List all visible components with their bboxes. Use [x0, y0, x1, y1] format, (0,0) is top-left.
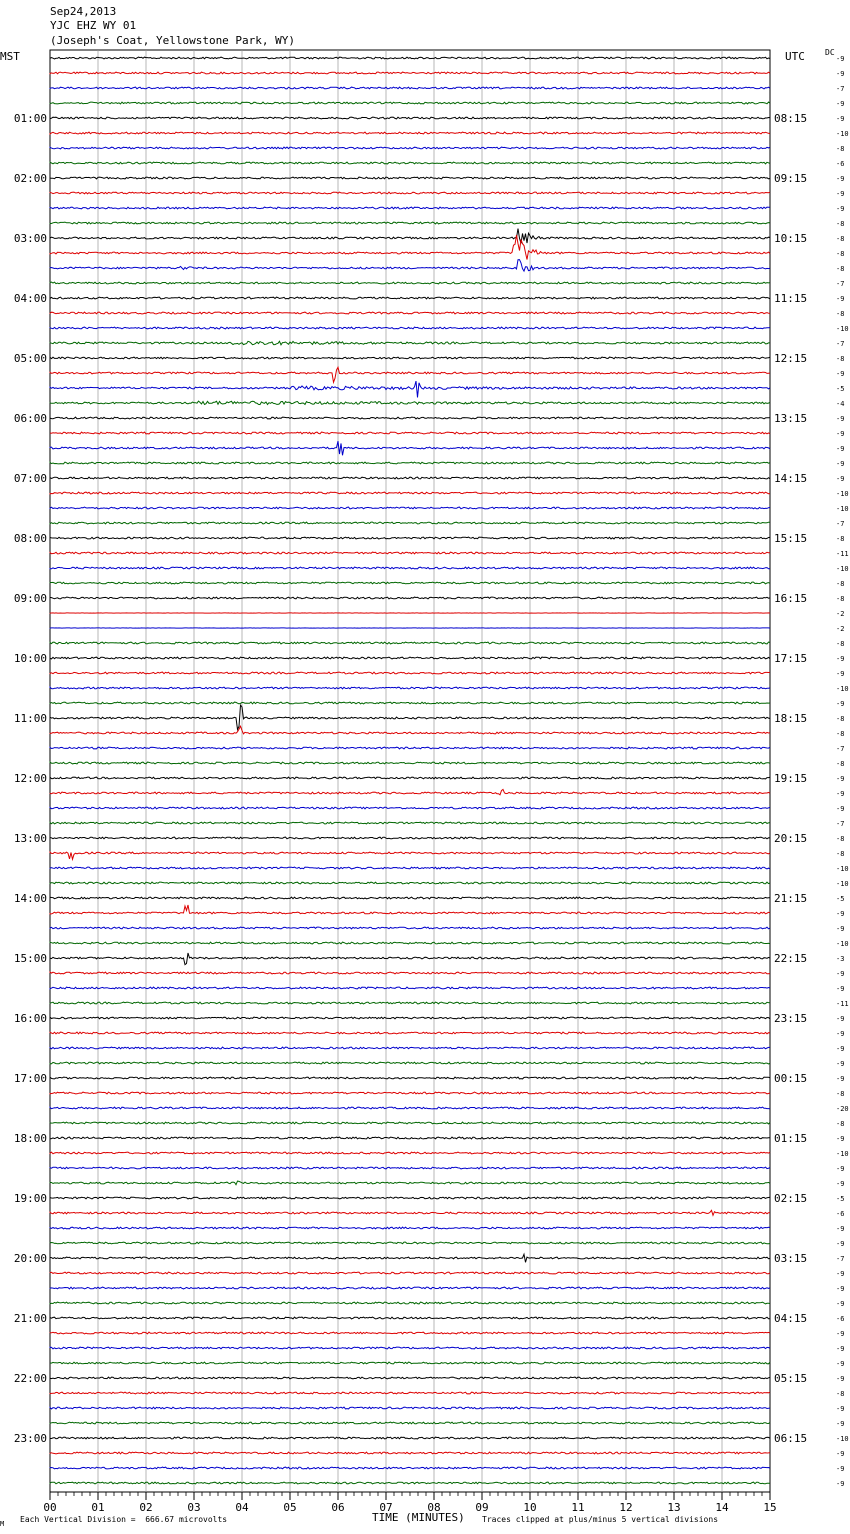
dc-offset-label: -10: [836, 940, 849, 948]
trace-line: [50, 777, 770, 779]
dc-offset-label: -9: [836, 1285, 845, 1293]
dc-offset-label: -9: [836, 430, 845, 438]
x-tick-label: 15: [763, 1501, 777, 1514]
x-tick-label: 02: [139, 1501, 153, 1514]
dc-offset-label: -8: [836, 250, 845, 258]
trace-line: [50, 381, 770, 397]
dc-offset-label: -9: [836, 1015, 845, 1023]
trace-line: [50, 312, 770, 314]
left-hour-label: 08:00: [13, 532, 47, 545]
dc-offset-label: -9: [836, 1480, 845, 1488]
dc-offset-label: -9: [836, 205, 845, 213]
left-hour-label: 07:00: [13, 472, 47, 485]
left-hour-label: 04:00: [13, 292, 47, 305]
dc-offset-label: -9: [836, 1450, 845, 1458]
trace-line: [50, 852, 770, 859]
dc-offset-label: -9: [836, 1030, 845, 1038]
trace-line: [50, 207, 770, 209]
dc-offset-label: -8: [836, 760, 845, 768]
dc-offset-label: -8: [836, 640, 845, 648]
left-hour-label: 18:00: [13, 1132, 47, 1145]
trace-line: [50, 1452, 770, 1454]
left-hour-label: 10:00: [13, 652, 47, 665]
dc-offset-label: -9: [836, 295, 845, 303]
right-hour-label: 03:15: [774, 1252, 808, 1265]
trace-line: [50, 972, 770, 974]
trace-line: [50, 341, 770, 345]
trace-line: [50, 1122, 770, 1124]
trace-line: [50, 132, 770, 134]
dc-offset-label: -9: [836, 1375, 845, 1383]
dc-offset-label: -7: [836, 280, 845, 288]
scale-note: Each Vertical Division = 666.67 microvolts: [20, 1515, 228, 1524]
dc-offset-label: -9: [836, 100, 845, 108]
dc-offset-label: -7: [836, 820, 845, 828]
dc-offset-label: -5: [836, 385, 845, 393]
trace-line: [50, 1227, 770, 1229]
trace-line: [50, 762, 770, 764]
left-hour-label: 22:00: [13, 1372, 47, 1385]
trace-line: [50, 1317, 770, 1319]
trace-line: [50, 1107, 770, 1109]
left-hour-label: 16:00: [13, 1012, 47, 1025]
right-hour-label: 14:15: [774, 472, 808, 485]
dc-offset-label: -10: [836, 865, 849, 873]
trace-line: [50, 1032, 770, 1034]
trace-line: [50, 1181, 770, 1185]
dc-offset-label: -7: [836, 1255, 845, 1263]
dc-offset-label: -10: [836, 685, 849, 693]
dc-offset-label: -8: [836, 1090, 845, 1098]
trace-line: [50, 147, 770, 149]
right-hour-label: 15:15: [774, 532, 808, 545]
dc-offset-label: -9: [836, 1060, 845, 1068]
trace-line: [50, 1047, 770, 1049]
trace-line: [50, 1362, 770, 1364]
plot-date: Sep24,2013: [50, 5, 117, 18]
dc-offset-label: -9: [836, 175, 845, 183]
trace-line: [50, 1482, 770, 1484]
x-axis-title: TIME (MINUTES): [372, 1511, 465, 1524]
dc-offset-label: -8: [836, 220, 845, 228]
right-hour-label: 06:15: [774, 1432, 808, 1445]
dc-offset-label: -6: [836, 1315, 845, 1323]
trace-line: [50, 1002, 770, 1004]
left-hour-label: 20:00: [13, 1252, 47, 1265]
trace-line: [50, 927, 770, 929]
dc-offset-label: -11: [836, 550, 849, 558]
right-hour-label: 17:15: [774, 652, 808, 665]
dc-offset-label: -9: [836, 55, 845, 63]
x-tick-label: 10: [523, 1501, 537, 1514]
dc-offset-label: -9: [836, 1165, 845, 1173]
dc-offset-label: -9: [836, 475, 845, 483]
trace-line: [50, 1062, 770, 1064]
trace-line: [50, 1272, 770, 1274]
trace-line: [50, 1347, 770, 1349]
trace-line: [50, 177, 770, 179]
dc-offset-label: -9: [836, 805, 845, 813]
dc-offset-label: -8: [836, 715, 845, 723]
trace-line: [50, 522, 770, 524]
x-tick-label: 14: [715, 1501, 729, 1514]
trace-line: [50, 567, 770, 569]
right-hour-label: 09:15: [774, 172, 808, 185]
dc-offset-label: -8: [836, 835, 845, 843]
right-hour-label: 21:15: [774, 892, 808, 905]
trace-line: [50, 1392, 770, 1394]
dc-offset-label: -7: [836, 745, 845, 753]
dc-offset-label: -8: [836, 310, 845, 318]
x-tick-label: 01: [91, 1501, 105, 1514]
trace-line: [50, 72, 770, 74]
trace-line: [50, 987, 770, 989]
trace-line: [50, 1210, 770, 1215]
trace-line: [50, 747, 770, 749]
right-hour-label: 08:15: [774, 112, 808, 125]
dc-offset-label: -9: [836, 1045, 845, 1053]
x-tick-label: 09: [475, 1501, 489, 1514]
trace-line: [50, 1017, 770, 1019]
trace-line: [50, 867, 770, 869]
trace-line: [50, 507, 770, 509]
trace-line: [50, 642, 770, 644]
dc-offset-label: -8: [836, 850, 845, 858]
dc-offset-label: -9: [836, 415, 845, 423]
right-hour-label: 20:15: [774, 832, 808, 845]
trace-line: [50, 1167, 770, 1169]
left-hour-label: 05:00: [13, 352, 47, 365]
trace-line: [50, 462, 770, 464]
trace-line: [50, 282, 770, 284]
station-location: (Joseph's Coat, Yellowstone Park, WY): [50, 34, 296, 47]
trace-line: [50, 162, 770, 164]
trace-line: [50, 492, 770, 494]
dc-offset-label: -9: [836, 1240, 845, 1248]
trace-line: [50, 1092, 770, 1094]
dc-offset-label: -9: [836, 1330, 845, 1338]
dc-offset-label: -9: [836, 1420, 845, 1428]
trace-line: [50, 672, 770, 674]
trace-line: [50, 222, 770, 224]
trace-line: [50, 582, 770, 584]
dc-offset-label: -9: [836, 1360, 845, 1368]
trace-line: [50, 537, 770, 539]
right-hour-label: 12:15: [774, 352, 808, 365]
trace-line: [50, 905, 770, 914]
trace-line: [50, 477, 770, 479]
dc-offset-label: -8: [836, 355, 845, 363]
trace-line: [50, 87, 770, 89]
trace-line: [50, 102, 770, 104]
right-hour-label: 13:15: [774, 412, 808, 425]
dc-offset-label: -8: [836, 265, 845, 273]
trace-line: [50, 705, 770, 729]
left-hour-label: 09:00: [13, 592, 47, 605]
dc-offset-label: -9: [836, 70, 845, 78]
trace-line: [50, 1437, 770, 1439]
dc-offset-label: -9: [836, 700, 845, 708]
trace-line: [50, 367, 770, 382]
x-tick-label: 11: [571, 1501, 585, 1514]
dc-offset-label: -9: [836, 670, 845, 678]
right-hour-label: 11:15: [774, 292, 808, 305]
dc-offset-label: -9: [836, 190, 845, 198]
trace-line: [50, 1197, 770, 1199]
right-hour-label: 04:15: [774, 1312, 808, 1325]
x-tick-label: 04: [235, 1501, 249, 1514]
left-hour-label: 01:00: [13, 112, 47, 125]
dc-offset-label: -9: [836, 1300, 845, 1308]
right-hour-label: 16:15: [774, 592, 808, 605]
dc-offset-label: -4: [836, 400, 845, 408]
dc-offset-label: -9: [836, 790, 845, 798]
x-tick-label: 07: [379, 1501, 393, 1514]
trace-line: [50, 1137, 770, 1139]
right-hour-label: 18:15: [774, 712, 808, 725]
plot-frame: [50, 50, 770, 1492]
dc-offset-label: -8: [836, 145, 845, 153]
dc-offset-label: -5: [836, 895, 845, 903]
dc-offset-label: -9: [836, 370, 845, 378]
dc-offset-label: -2: [836, 625, 845, 633]
trace-line: [50, 897, 770, 899]
left-timezone-label: MST: [0, 50, 20, 63]
trace-line: [50, 597, 770, 599]
trace-line: [50, 657, 770, 659]
trace-line: [50, 297, 770, 299]
dc-offset-label: -7: [836, 340, 845, 348]
left-hour-label: 23:00: [13, 1432, 47, 1445]
dc-offset-label: -9: [836, 1225, 845, 1233]
dc-offset-label: -9: [836, 985, 845, 993]
dc-offset-label: -9: [836, 655, 845, 663]
trace-line: [50, 401, 770, 405]
left-hour-label: 12:00: [13, 772, 47, 785]
x-tick-label: 13: [667, 1501, 681, 1514]
x-tick-label: 03: [187, 1501, 201, 1514]
trace-line: [50, 327, 770, 329]
trace-line: [50, 837, 770, 839]
dc-offset-label: -9: [836, 925, 845, 933]
trace-line: [50, 822, 770, 824]
trace-line: [50, 687, 770, 689]
x-tick-label: 05: [283, 1501, 297, 1514]
dc-offset-label: -2: [836, 610, 845, 618]
dc-offset-label: -9: [836, 1180, 845, 1188]
station-id: YJC EHZ WY 01: [50, 19, 137, 32]
left-hour-label: 15:00: [13, 952, 47, 965]
right-hour-label: 22:15: [774, 952, 808, 965]
left-hour-label: 11:00: [13, 712, 47, 725]
corner-mark: M: [0, 1520, 5, 1528]
trace-line: [50, 432, 770, 434]
trace-line: [50, 1467, 770, 1469]
dc-offset-label: -10: [836, 1150, 849, 1158]
trace-line: [50, 552, 770, 554]
dc-offset-label: -9: [836, 1345, 845, 1353]
trace-line: [50, 726, 770, 734]
left-hour-label: 14:00: [13, 892, 47, 905]
dc-offset-label: -20: [836, 1105, 849, 1113]
dc-offset-label: -9: [836, 1465, 845, 1473]
dc-offset-label: -9: [836, 445, 845, 453]
dc-offset-label: -10: [836, 1435, 849, 1443]
left-hour-label: 02:00: [13, 172, 47, 185]
trace-line: [50, 192, 770, 194]
trace-line: [50, 789, 770, 794]
dc-offset-label: -8: [836, 235, 845, 243]
trace-line: [50, 953, 770, 965]
x-tick-label: 12: [619, 1501, 633, 1514]
left-hour-label: 13:00: [13, 832, 47, 845]
trace-line: [50, 1332, 770, 1334]
dc-offset-label: -10: [836, 490, 849, 498]
x-tick-label: 08: [427, 1501, 441, 1514]
right-hour-label: 05:15: [774, 1372, 808, 1385]
dc-offset-label: -8: [836, 535, 845, 543]
dc-offset-label: -8: [836, 1390, 845, 1398]
trace-line: [50, 1287, 770, 1289]
trace-line: [50, 117, 770, 119]
dc-offset-label: -10: [836, 325, 849, 333]
dc-offset-label: -9: [836, 1135, 845, 1143]
dc-offset-label: -7: [836, 85, 845, 93]
dc-offset-label: -10: [836, 505, 849, 513]
dc-offset-label: -9: [836, 970, 845, 978]
trace-line: [50, 357, 770, 359]
trace-line: [50, 807, 770, 809]
trace-line: [50, 702, 770, 704]
right-hour-label: 02:15: [774, 1192, 808, 1205]
dc-offset-label: -8: [836, 730, 845, 738]
dc-offset-label: -5: [836, 1195, 845, 1203]
dc-offset-label: -10: [836, 565, 849, 573]
dc-offset-label: -9: [836, 1405, 845, 1413]
trace-line: [50, 942, 770, 944]
right-hour-label: 19:15: [774, 772, 808, 785]
trace-line: [50, 1422, 770, 1424]
trace-line: [50, 1077, 770, 1079]
x-tick-label: 06: [331, 1501, 345, 1514]
dc-offset-label: -9: [836, 115, 845, 123]
dc-offset-label: -11: [836, 1000, 849, 1008]
dc-offset-label: -10: [836, 880, 849, 888]
dc-offset-header: DC: [825, 48, 835, 57]
trace-line: [50, 1254, 770, 1262]
dc-offset-label: -9: [836, 775, 845, 783]
trace-line: [50, 1407, 770, 1409]
right-hour-label: 10:15: [774, 232, 808, 245]
left-hour-label: 06:00: [13, 412, 47, 425]
clip-note: Traces clipped at plus/minus 5 vertical divisions: [482, 1515, 719, 1524]
trace-line: [50, 260, 770, 272]
dc-offset-label: -8: [836, 595, 845, 603]
trace-line: [50, 1242, 770, 1244]
left-hour-label: 03:00: [13, 232, 47, 245]
x-tick-label: 00: [43, 1501, 57, 1514]
left-hour-label: 19:00: [13, 1192, 47, 1205]
dc-offset-label: -9: [836, 460, 845, 468]
trace-line: [50, 229, 770, 244]
trace-line: [50, 882, 770, 884]
right-hour-label: 00:15: [774, 1072, 808, 1085]
dc-offset-label: -8: [836, 1120, 845, 1128]
trace-line: [50, 57, 770, 59]
trace-line: [50, 417, 770, 419]
dc-offset-label: -6: [836, 1210, 845, 1218]
dc-offset-label: -9: [836, 1270, 845, 1278]
dc-offset-label: -7: [836, 520, 845, 528]
trace-line: [50, 1152, 770, 1154]
trace-line: [50, 441, 770, 455]
dc-offset-label: -6: [836, 160, 845, 168]
trace-line: [50, 1377, 770, 1379]
trace-line: [50, 1302, 770, 1304]
left-hour-label: 21:00: [13, 1312, 47, 1325]
dc-offset-label: -9: [836, 1075, 845, 1083]
right-hour-label: 23:15: [774, 1012, 808, 1025]
dc-offset-label: -10: [836, 130, 849, 138]
dc-offset-label: -3: [836, 955, 845, 963]
right-timezone-label: UTC: [785, 50, 805, 63]
dc-offset-label: -8: [836, 580, 845, 588]
right-hour-label: 01:15: [774, 1132, 808, 1145]
dc-offset-label: -9: [836, 910, 845, 918]
left-hour-label: 17:00: [13, 1072, 47, 1085]
